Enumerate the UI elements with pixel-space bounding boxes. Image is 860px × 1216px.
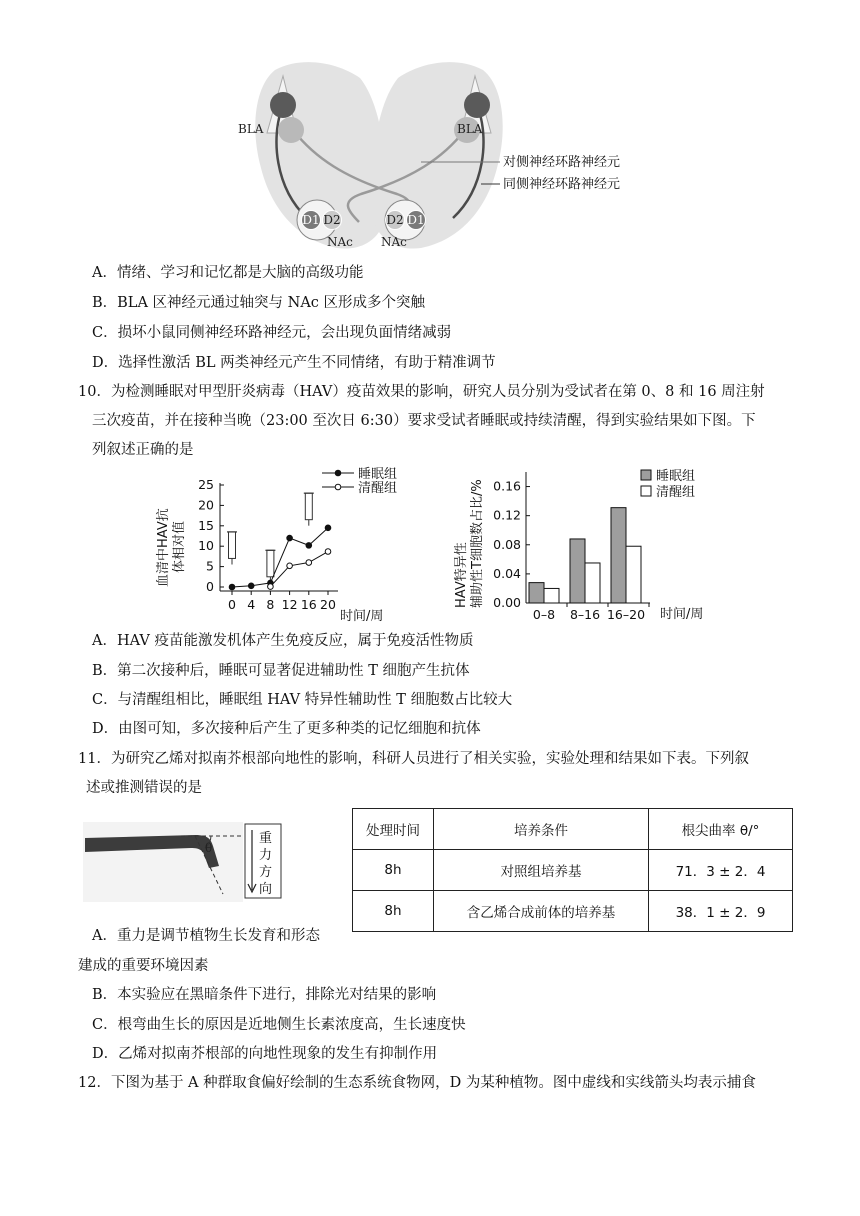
bar-awake — [626, 546, 641, 603]
d1-label-right: D1 — [407, 213, 425, 227]
nac-label-right: NAc — [381, 235, 407, 249]
q9-option-a: A．情绪、学习和记忆都是大脑的高级功能 — [92, 265, 364, 281]
syringe-barrel — [305, 493, 312, 520]
data-point-sleep — [229, 584, 235, 590]
bla-label-left: BLA — [238, 122, 264, 136]
table-header: 处理时间 — [353, 809, 434, 850]
series-line-awake — [270, 552, 328, 587]
q10-stem-line-1: 10．为检测睡眠对甲型肝炎病毒（HAV）疫苗效果的影响，研究人员分别为受试者在第 0、8 和 16 周注射 — [78, 384, 765, 400]
q9-option-b: B．BLA 区神经元通过轴突与 NAc 区形成多个突触 — [92, 295, 426, 311]
data-point-awake — [306, 560, 312, 566]
gravity-label-4: 向 — [259, 882, 273, 897]
table-cell: 含乙烯合成前体的培养基 — [434, 891, 649, 932]
data-point-sleep — [248, 583, 254, 589]
bar-awake — [585, 563, 600, 603]
q10-option-b: B．第二次接种后，睡眠可显著促进辅助性 T 细胞产生抗体 — [92, 663, 470, 679]
d2-label-left: D2 — [323, 213, 341, 227]
data-point-awake — [268, 584, 274, 590]
legend-marker — [335, 484, 341, 490]
syringe-icon — [227, 532, 237, 565]
table-cell: 38．1 ± 2．9 — [649, 891, 793, 932]
x-tick-label: 8 — [266, 597, 275, 612]
nac-label-left: NAc — [327, 235, 353, 249]
gravity-label-2: 力 — [259, 848, 273, 863]
d2-label-right: D2 — [386, 213, 404, 227]
line-chart-ylabel-line-2: 体相对值 — [172, 520, 187, 573]
gravity-label-3: 方 — [259, 865, 273, 880]
bar-awake — [544, 588, 559, 603]
x-tick-label: 16–20 — [606, 607, 646, 622]
syringe-icon — [304, 493, 314, 526]
bar-sleep — [529, 583, 544, 603]
q9-option-c: C．损坏小鼠同侧神经环路神经元，会出现负面情绪减弱 — [92, 325, 452, 341]
syringe-barrel — [267, 550, 274, 577]
y-tick-label: 10 — [198, 538, 214, 554]
theta-label: θ — [205, 841, 213, 855]
y-tick-label: 25 — [198, 477, 214, 492]
gravity-label-1: 重 — [259, 831, 273, 846]
x-tick-label: 12 — [281, 597, 298, 612]
q11-option-c: C．根弯曲生长的原因是近地侧生长素浓度高，生长速度快 — [92, 1017, 466, 1033]
legend-label: 清醒组 — [656, 485, 696, 500]
q12-stem: 12．下图为基于 A 种群取食偏好绘制的生态系统食物网，D 为某种植物。图中虚线和实线箭头均表示捕食 — [78, 1075, 756, 1091]
bar-chart-ylabel: HAV特异性 — [454, 542, 469, 608]
d1-label-left: D1 — [302, 213, 320, 227]
x-tick-label: 8–16 — [569, 607, 601, 622]
legend-contra: 对侧神经环路神经元 — [503, 155, 621, 170]
data-point-sleep — [287, 535, 293, 541]
q9-option-d: D．选择性激活 BL 两类神经元产生不同情绪，有助于精准调节 — [92, 355, 496, 371]
series-line-sleep — [232, 528, 328, 587]
bar-sleep — [611, 508, 626, 603]
data-point-awake — [287, 563, 293, 569]
antibody-line-chart — [150, 465, 420, 625]
y-tick-label: 15 — [198, 517, 214, 533]
table-row — [353, 891, 793, 932]
y-tick-label: 0.08 — [493, 536, 521, 552]
q11-option-b: B．本实验应在黑暗条件下进行，排除光对结果的影响 — [92, 987, 437, 1003]
tcell-bar-chart — [448, 462, 718, 627]
bla-neuron-dark-right — [464, 92, 490, 118]
table-cell: 8h — [353, 891, 434, 932]
q11-option-a-line-1: A．重力是调节植物生长发育和形态 — [92, 928, 320, 944]
y-tick-label: 0.00 — [493, 595, 521, 610]
q11-option-d: D．乙烯对拟南芥根部的向地性现象的发生有抑制作用 — [92, 1046, 438, 1062]
y-tick-label: 0.12 — [493, 507, 521, 523]
table-cell: 71．3 ± 2．4 — [649, 850, 793, 891]
line-chart-ylabel: 血清中HAV抗 — [156, 508, 171, 587]
data-point-sleep — [325, 525, 331, 531]
y-tick-label: 0.16 — [493, 478, 521, 494]
brain-circuit-figure — [235, 58, 655, 254]
x-tick-label: 16 — [300, 597, 317, 612]
q10-option-d: D．由图可知，多次接种后产生了更多种类的记忆细胞和抗体 — [92, 721, 481, 737]
bla-neuron-dark-left — [270, 92, 296, 118]
data-point-sleep — [306, 543, 312, 549]
legend-swatch — [641, 470, 651, 480]
y-tick-label: 0 — [206, 579, 214, 594]
legend-label: 睡眠组 — [656, 469, 696, 484]
q11-table — [352, 808, 793, 932]
x-tick-label: 0–8 — [532, 607, 556, 622]
legend-label: 睡眠组 — [358, 467, 398, 482]
x-tick-label: 0 — [228, 597, 236, 612]
q11-stem-line-1: 11．为研究乙烯对拟南芥根部向地性的影响，科研人员进行了相关实验，实验处理和结果如下表。下列叙 — [78, 751, 749, 767]
table-header: 根尖曲率 θ/° — [649, 809, 793, 850]
table-cell: 对照组培养基 — [434, 850, 649, 891]
q10-option-a: A．HAV 疫苗能激发机体产生免疫反应，属于免疫活性物质 — [92, 633, 474, 649]
q11-option-a-line-2: 建成的重要环境因素 — [78, 958, 209, 974]
legend-ipsi: 同侧神经环路神经元 — [503, 177, 621, 192]
data-point-awake — [325, 549, 331, 555]
legend-marker — [335, 470, 341, 476]
line-chart-xlabel: 时间/周 — [340, 609, 384, 624]
y-tick-label: 5 — [206, 558, 214, 574]
bar-chart-ylabel-line-2: 辅助性T细胞数占比/% — [470, 479, 485, 608]
table-header-row — [353, 809, 793, 850]
y-tick-label: 20 — [198, 497, 214, 513]
q10-option-c: C．与清醒组相比，睡眠组 HAV 特异性辅助性 T 细胞数占比较大 — [92, 692, 513, 708]
syringe-barrel — [229, 532, 236, 559]
syringe-icon — [265, 550, 275, 583]
bar-sleep — [570, 539, 585, 603]
q11-stem-line-2: 述或推测错误的是 — [86, 780, 202, 796]
root-curvature-figure — [83, 822, 283, 902]
legend-label: 清醒组 — [358, 481, 398, 496]
bar-chart-xlabel: 时间/周 — [660, 607, 704, 622]
x-tick-label: 4 — [247, 597, 256, 612]
table-row — [353, 850, 793, 891]
y-tick-label: 0.04 — [493, 565, 521, 581]
x-tick-label: 20 — [320, 597, 336, 612]
table-header: 培养条件 — [434, 809, 649, 850]
bla-neuron-light-left — [278, 117, 304, 143]
q10-stem-line-3: 列叙述正确的是 — [92, 442, 194, 458]
bla-label-right: BLA — [457, 122, 483, 136]
table-cell: 8h — [353, 850, 434, 891]
legend-swatch — [641, 486, 651, 496]
q10-stem-line-2: 三次疫苗，并在接种当晚（23:00 至次日 6:30）要求受试者睡眠或持续清醒，得到实验结果如下图。下 — [92, 413, 756, 429]
